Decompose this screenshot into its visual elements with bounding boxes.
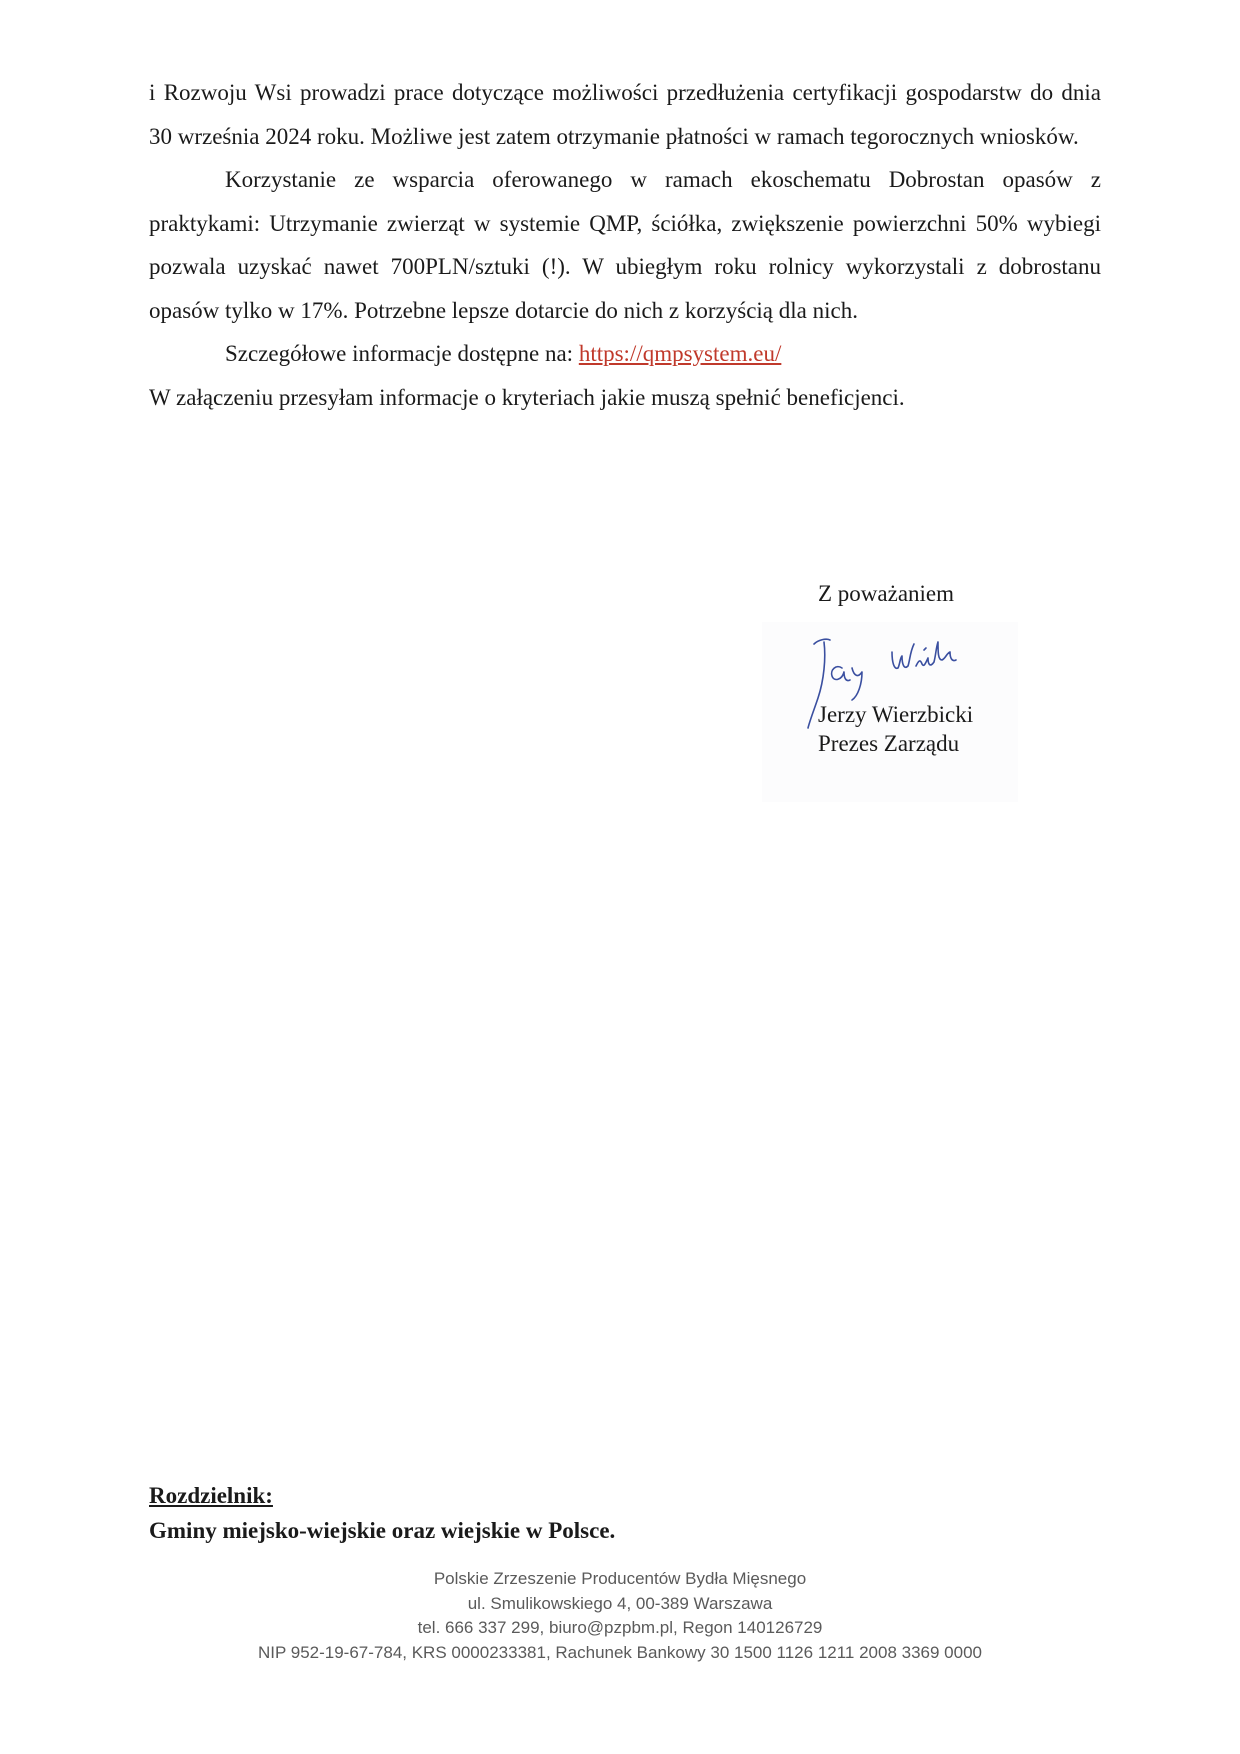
- letterhead-footer: [0, 1567, 1240, 1665]
- paragraph-ecoscheme: Korzystanie ze wsparcia oferowanego w ramach ekoschematu Dobrostan opasów z praktykami: Utrzymanie zwierząt w systemie QMP, ściółka, zwiększenie powierzchni 50% wybiegi pozwala uzyskać nawet 700PLN/sztuki (!). W ubiegłym roku rolnicy wykorzystali z dobrostanu opasów tylko w 17%. Potrzebne lepsze dotarcie do nich z korzyścią dla nich.: [149, 167, 1101, 323]
- footer-contact: tel. 666 337 299, biuro@pzpbm.pl, Regon 140126729: [417, 1618, 823, 1637]
- signer-title: Prezes Zarządu: [818, 731, 960, 756]
- signer-block: [818, 700, 973, 758]
- paragraph-attachment: W załączeniu przesyłam informacje o kryteriach jakie muszą spełnić beneficjenci.: [149, 384, 905, 410]
- distribution-heading: Rozdzielnik:: [149, 1483, 273, 1508]
- paragraph-certification: i Rozwoju Wsi prowadzi prace dotyczące możliwości przedłużenia certyfikacji gospodarstw do dnia 30 września 2024 roku. Możliwe jest zatem otrzymanie płatności w ramach tegorocznych wniosków.: [149, 80, 1101, 149]
- info-prefix: Szczegółowe informacje dostępne na:: [225, 341, 579, 366]
- signer-name: Jerzy Wierzbicki: [818, 702, 974, 727]
- letter-body: [149, 71, 1101, 419]
- distribution-list: [149, 1478, 615, 1548]
- paragraph-info: [149, 332, 1101, 376]
- footer-address: ul. Smulikowskiego 4, 00-389 Warszawa: [467, 1593, 773, 1613]
- closing-salutation: Z poważaniem: [818, 581, 955, 606]
- footer-org-name: Polskie Zrzeszenie Producentów Bydła Mięsnego: [433, 1569, 807, 1588]
- qmp-system-link[interactable]: https://qmpsystem.eu/: [578, 341, 782, 366]
- footer-registry: NIP 952-19-67-784, KRS 0000233381, Rachunek Bankowy 30 1500 1126 1211 2008 3369 0000: [257, 1642, 982, 1662]
- distribution-recipients: Gminy miejsko-wiejskie oraz wiejskie w Polsce.: [149, 1518, 616, 1543]
